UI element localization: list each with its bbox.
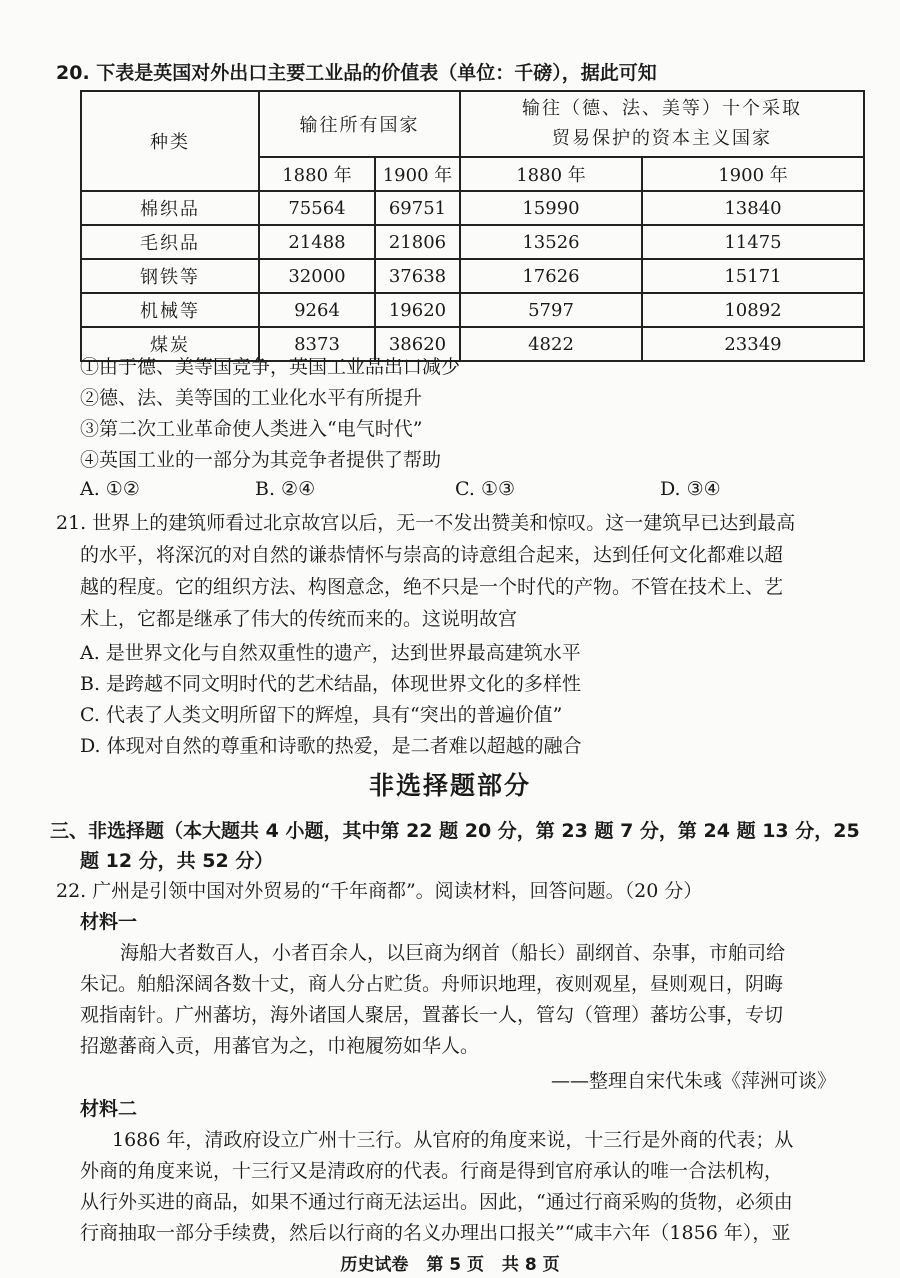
table-cell-kind: 钢铁等 bbox=[81, 259, 259, 293]
q20-statement: ④英国工业的一部分为其竞争者提供了帮助 bbox=[80, 449, 442, 471]
material2-line: 从行外买进的商品，如果不通过行商无法运出。因此，“通过行商采购的货物，必须由 bbox=[80, 1191, 793, 1213]
table-cell: 23349 bbox=[642, 327, 864, 361]
table-year: 1880 年 bbox=[460, 157, 642, 191]
footer-total: 共 8 页 bbox=[501, 1255, 560, 1275]
material2-label: 材料二 bbox=[80, 1098, 138, 1120]
q21-stem-line: 21. 世界上的建筑师看过北京故宫以后，无一不发出赞美和惊叹。这一建筑早已达到最高 bbox=[56, 512, 796, 534]
q20-option-a: A. ①② bbox=[80, 478, 140, 500]
table-cell: 21488 bbox=[259, 225, 375, 259]
q20-statement: ③第二次工业革命使人类进入“电气时代” bbox=[80, 418, 423, 440]
table-cell: 19620 bbox=[375, 293, 460, 327]
q20-option-b: B. ②④ bbox=[255, 478, 316, 500]
table-cell-kind: 毛织品 bbox=[81, 225, 259, 259]
table-cell: 32000 bbox=[259, 259, 375, 293]
q21-option-c: C. 代表了人类文明所留下的辉煌，具有“突出的普遍价值” bbox=[80, 704, 563, 726]
table-header-protect-line2: 贸易保护的资本主义国家 bbox=[552, 128, 772, 149]
section-title: 非选择题部分 bbox=[368, 771, 531, 800]
material1-line: 朱记。舶船深阔各数十丈，商人分占贮货。舟师识地理，夜则观星，昼则观日，阴晦 bbox=[80, 973, 784, 995]
table-cell-kind: 煤炭 bbox=[81, 327, 259, 361]
table-cell: 4822 bbox=[460, 327, 642, 361]
table-cell: 13526 bbox=[460, 225, 642, 259]
table-cell: 75564 bbox=[259, 191, 375, 225]
table-cell-kind: 机械等 bbox=[81, 293, 259, 327]
footer-page: 第 5 页 bbox=[426, 1255, 484, 1275]
q20-option-c: C. ①③ bbox=[455, 478, 516, 500]
table-cell: 8373 bbox=[259, 327, 375, 361]
table-cell: 21806 bbox=[375, 225, 460, 259]
table-header-protect-countries bbox=[460, 91, 864, 157]
part3-heading-line2: 题 12 分，共 52 分） bbox=[80, 850, 274, 872]
table-cell-kind: 棉织品 bbox=[81, 191, 259, 225]
q22-stem: 22. 广州是引领中国对外贸易的“千年商都”。阅读材料，回答问题。（20 分） bbox=[56, 880, 703, 902]
material1-label: 材料一 bbox=[80, 911, 138, 933]
table-cell: 38620 bbox=[375, 327, 460, 361]
table-cell: 13840 bbox=[642, 191, 864, 225]
table-cell: 15171 bbox=[642, 259, 864, 293]
table-cell: 10892 bbox=[642, 293, 864, 327]
table-cell: 15990 bbox=[460, 191, 642, 225]
q21-stem-line: 的水平，将深沉的对自然的谦恭情怀与崇高的诗意组合起来，达到任何文化都难以超 bbox=[80, 544, 784, 566]
page-footer bbox=[0, 1250, 900, 1275]
table-cell: 69751 bbox=[375, 191, 460, 225]
table-cell: 17626 bbox=[460, 259, 642, 293]
material1-line: 招邀蕃商入贡，用蕃官为之，巾袍履笏如华人。 bbox=[80, 1035, 480, 1057]
material1-line: 海船大者数百人，小者百余人，以巨商为纲首（船长）副纲首、杂事，市舶司给 bbox=[120, 942, 786, 964]
table-row bbox=[81, 191, 864, 225]
table-year: 1880 年 bbox=[259, 157, 375, 191]
table-header-all-countries: 输往所有国家 bbox=[259, 91, 460, 157]
table-cell: 11475 bbox=[642, 225, 864, 259]
material2-line: 行商抽取一部分手续费，然后以行商的名义办理出口报关”“咸丰六年（1856 年），亚 bbox=[80, 1222, 791, 1244]
q21-stem-line: 越的程度。它的组织方法、构图意念，绝不只是一个时代的产物。不管在技术上、艺 bbox=[80, 576, 784, 598]
table-year: 1900 年 bbox=[642, 157, 864, 191]
q21-option-a: A. 是世界文化与自然双重性的遗产，达到世界最高建筑水平 bbox=[80, 642, 581, 664]
table-row bbox=[81, 293, 864, 327]
footer-subject: 历史试卷 bbox=[340, 1255, 409, 1275]
material1-source: ——整理自宋代朱彧《萍洲可谈》 bbox=[550, 1070, 836, 1092]
table-cell: 9264 bbox=[259, 293, 375, 327]
q21-option-d: D. 体现对自然的尊重和诗歌的热爱，是二者难以超越的融合 bbox=[80, 735, 582, 757]
export-value-table bbox=[80, 90, 865, 362]
part3-heading-line1: 三、非选择题（本大题共 4 小题，其中第 22 题 20 分，第 23 题 7 分，第 24 题 13 分，25 bbox=[50, 820, 860, 842]
q21-option-b: B. 是跨越不同文明时代的艺术结晶，体现世界文化的多样性 bbox=[80, 673, 582, 695]
table-cell: 5797 bbox=[460, 293, 642, 327]
q20-statement: ①由于德、美等国竞争，英国工业品出口减少 bbox=[80, 356, 461, 378]
table-row bbox=[81, 225, 864, 259]
q20-stem: 20. 下表是英国对外出口主要工业品的价值表（单位：千磅），据此可知 bbox=[56, 62, 657, 84]
table-header-protect-line1: 输往（德、法、美等）十个采取 bbox=[522, 98, 802, 119]
table-year: 1900 年 bbox=[375, 157, 460, 191]
table-cell: 37638 bbox=[375, 259, 460, 293]
material2-line: 外商的角度来说，十三行又是清政府的代表。行商是得到官府承认的唯一合法机构， bbox=[80, 1160, 784, 1182]
material2-line: 1686 年，清政府设立广州十三行。从官府的角度来说，十三行是外商的代表；从 bbox=[112, 1129, 794, 1151]
table-header-kind: 种类 bbox=[81, 91, 259, 191]
table-row bbox=[81, 259, 864, 293]
material1-line: 观指南针。广州蕃坊，海外诸国人聚居，置蕃长一人，管勾（管理）蕃坊公事，专切 bbox=[80, 1004, 784, 1026]
q20-option-d: D. ③④ bbox=[660, 478, 721, 500]
q21-stem-line: 术上，它都是继承了伟大的传统而来的。这说明故宫 bbox=[80, 608, 518, 630]
q20-statement: ②德、法、美等国的工业化水平有所提升 bbox=[80, 387, 423, 409]
